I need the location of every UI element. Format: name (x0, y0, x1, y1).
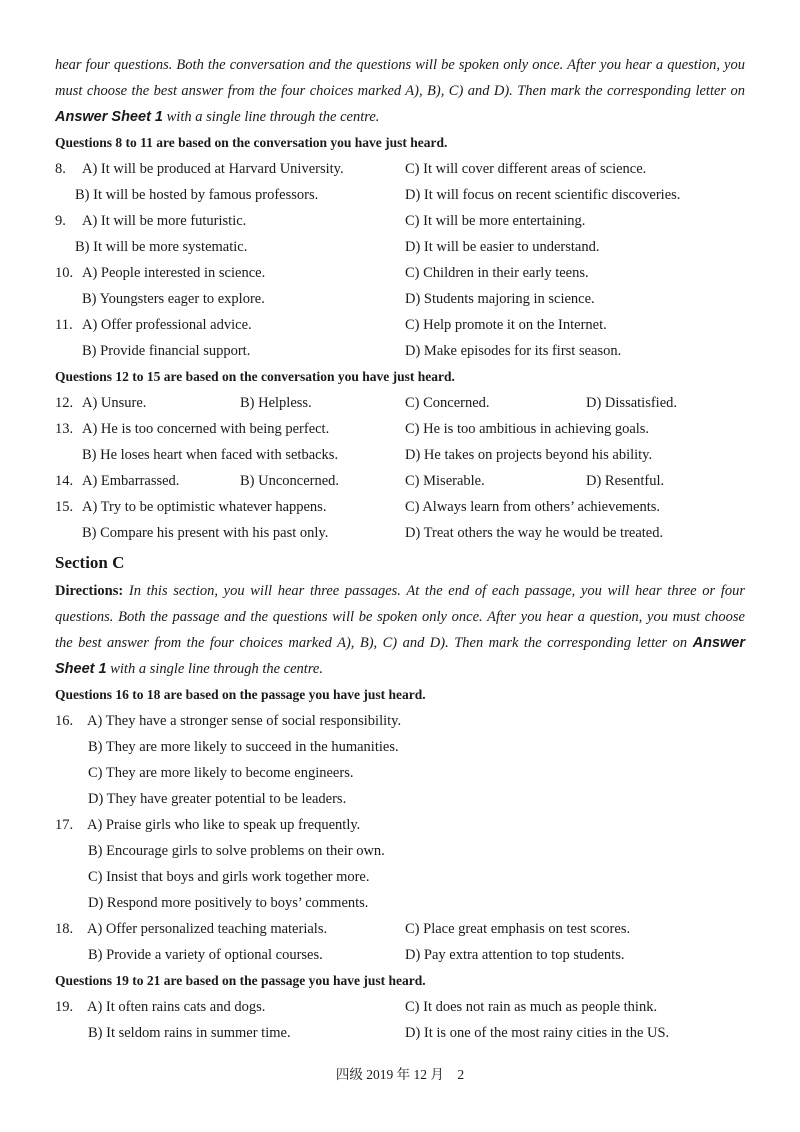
option-a: A) People interested in science. (82, 265, 266, 281)
option-d: D) He takes on projects beyond his ability. (405, 447, 653, 463)
answer-sheet-ref: Answer Sheet 1 (55, 635, 745, 677)
option-b: B) Provide financial support. (82, 343, 251, 359)
option-b: B) Compare his present with his past only. (82, 525, 329, 541)
option-b: B) They are more likely to succeed in the humanities. (88, 739, 399, 755)
question-14: 14. A) Embarrassed. B) Unconcerned. C) Miserable. D) Resentful. (55, 468, 745, 494)
option-b: B) Unconcerned. (240, 473, 340, 489)
option-c: C) Always learn from others’ achievements. (405, 499, 661, 515)
option-a: A) Praise girls who like to speak up frequently. (87, 817, 361, 833)
option-b: B) Encourage girls to solve problems on their own. (88, 843, 385, 859)
option-a: A) Embarrassed. (82, 473, 180, 489)
option-c: C) Concerned. (405, 395, 490, 411)
page-footer: 四级 2019 年 12 月 2 (335, 1067, 465, 1082)
option-a: A) It often rains cats and dogs. (87, 999, 266, 1015)
option-a: A) He is too concerned with being perfect. (82, 421, 330, 437)
option-b: B) It seldom rains in summer time. (88, 1025, 291, 1041)
option-d: D) Students majoring in science. (405, 291, 595, 307)
group-heading: Questions 8 to 11 are based on the conversation you have just heard. (55, 135, 448, 150)
question-12: 12. A) Unsure. B) Helpless. C) Concerned. D) Dissatisfied. (55, 390, 745, 416)
question-13: 13. A) He is too concerned with being perfect. C) He is too ambitious in achieving goals. B) He loses heart when faced with setbacks. D) He takes on projects beyond his ability. (55, 416, 745, 468)
question-15: 15. A) Try to be optimistic whatever happens. C) Always learn from others’ achievements. B) Compare his present with his past only. D) Treat others the way he would be treated. (55, 494, 745, 546)
question-10: 10. A) People interested in science. C) Children in their early teens. B) Youngsters eager to explore. D) Students majoring in science. (55, 260, 745, 312)
option-a: A) It will be more futuristic. (82, 213, 247, 229)
option-b: B) It will be more systematic. (75, 239, 248, 255)
option-c: C) Insist that boys and girls work together more. (88, 869, 370, 885)
option-d: D) Respond more positively to boys’ comments. (88, 895, 369, 911)
option-c: C) He is too ambitious in achieving goals. (405, 421, 650, 437)
option-c: C) Children in their early teens. (405, 265, 589, 281)
option-b: B) Provide a variety of optional courses. (88, 947, 323, 963)
option-a: A) Try to be optimistic whatever happens. (82, 499, 327, 515)
section-title: Section C (55, 553, 125, 572)
option-b: B) Youngsters eager to explore. (82, 291, 265, 307)
answer-sheet-ref: Answer Sheet 1 (55, 109, 163, 125)
question-9: 9. A) It will be more futuristic. C) It will be more entertaining. B) It will be more systematic. D) It will be easier to understand. (55, 208, 745, 260)
group-heading: Questions 19 to 21 are based on the passage you have just heard. (55, 973, 426, 988)
group-heading: Questions 12 to 15 are based on the conversation you have just heard. (55, 369, 455, 384)
question-16: 16. A) They have a stronger sense of social responsibility. B) They are more likely to succeed in the humanities. C) They are more likely to become engineers. D) They have greater potential to be leaders. (55, 708, 745, 812)
exam-page (55, 52, 745, 1046)
section-c-directions: Directions: In this section, you will hear three passages. At the end of each passage, you will hear three or four questions. Both the passage and the questions will be spoken only once. After you hear a question, you must choose the best answer from the four choices marked A), B), C) and D). Then mark the corresponding letter on Answer Sheet 1 with a single line through the centre. (55, 583, 745, 677)
option-b: B) He loses heart when faced with setbacks. (82, 447, 339, 463)
option-c: C) It will be more entertaining. (405, 213, 586, 229)
option-c: C) It does not rain as much as people think. (405, 999, 658, 1015)
option-d: D) It will be easier to understand. (405, 239, 600, 255)
question-18: 18. A) Offer personalized teaching materials. C) Place great emphasis on test scores. B) Provide a variety of optional courses. D) Pay extra attention to top students. (55, 916, 745, 968)
option-b: B) It will be hosted by famous professors. (75, 187, 319, 203)
option-c: C) It will cover different areas of science. (405, 161, 647, 177)
option-a: A) Offer personalized teaching materials. (87, 921, 328, 937)
option-a: A) Offer professional advice. (82, 317, 252, 333)
intro-directions: hear four questions. Both the conversation and the questions will be spoken only once. After you hear a question, you must choose the best answer from the four choices marked A), B), C) and D). Then mark the corresponding letter on Answer Sheet 1 with a single line through the centre. (55, 57, 745, 125)
option-d: D) Dissatisfied. (586, 395, 678, 411)
question-17: 17. A) Praise girls who like to speak up frequently. B) Encourage girls to solve problems on their own. C) Insist that boys and girls work together more. D) Respond more positively to boys’ comments. (55, 812, 745, 916)
group-heading: Questions 16 to 18 are based on the passage you have just heard. (55, 687, 426, 702)
option-d: D) Pay extra attention to top students. (405, 947, 625, 963)
option-a: A) Unsure. (82, 395, 147, 411)
option-a: A) They have a stronger sense of social responsibility. (87, 713, 402, 729)
option-d: D) Make episodes for its first season. (405, 343, 622, 359)
option-d: D) They have greater potential to be leaders. (88, 791, 347, 807)
question-8: 8. A) It will be produced at Harvard University. C) It will cover different areas of science. B) It will be hosted by famous professors. D) It will focus on recent scientific discoveries. (55, 156, 745, 208)
option-c: C) Miserable. (405, 473, 485, 489)
option-b: B) Helpless. (240, 395, 312, 411)
option-d: D) Resentful. (586, 473, 665, 489)
option-c: C) Help promote it on the Internet. (405, 317, 607, 333)
question-11: 11. A) Offer professional advice. C) Help promote it on the Internet. B) Provide financial support. D) Make episodes for its first season. (55, 312, 745, 364)
question-19: 19. A) It often rains cats and dogs. C) It does not rain as much as people think. B) It seldom rains in summer time. D) It is one of the most rainy cities in the US. (55, 994, 745, 1046)
option-d: D) Treat others the way he would be treated. (405, 525, 664, 541)
option-c: C) Place great emphasis on test scores. (405, 921, 631, 937)
option-d: D) It is one of the most rainy cities in the US. (405, 1025, 670, 1041)
option-a: A) It will be produced at Harvard University. (82, 161, 344, 177)
option-c: C) They are more likely to become engineers. (88, 765, 354, 781)
option-d: D) It will focus on recent scientific discoveries. (405, 187, 681, 203)
